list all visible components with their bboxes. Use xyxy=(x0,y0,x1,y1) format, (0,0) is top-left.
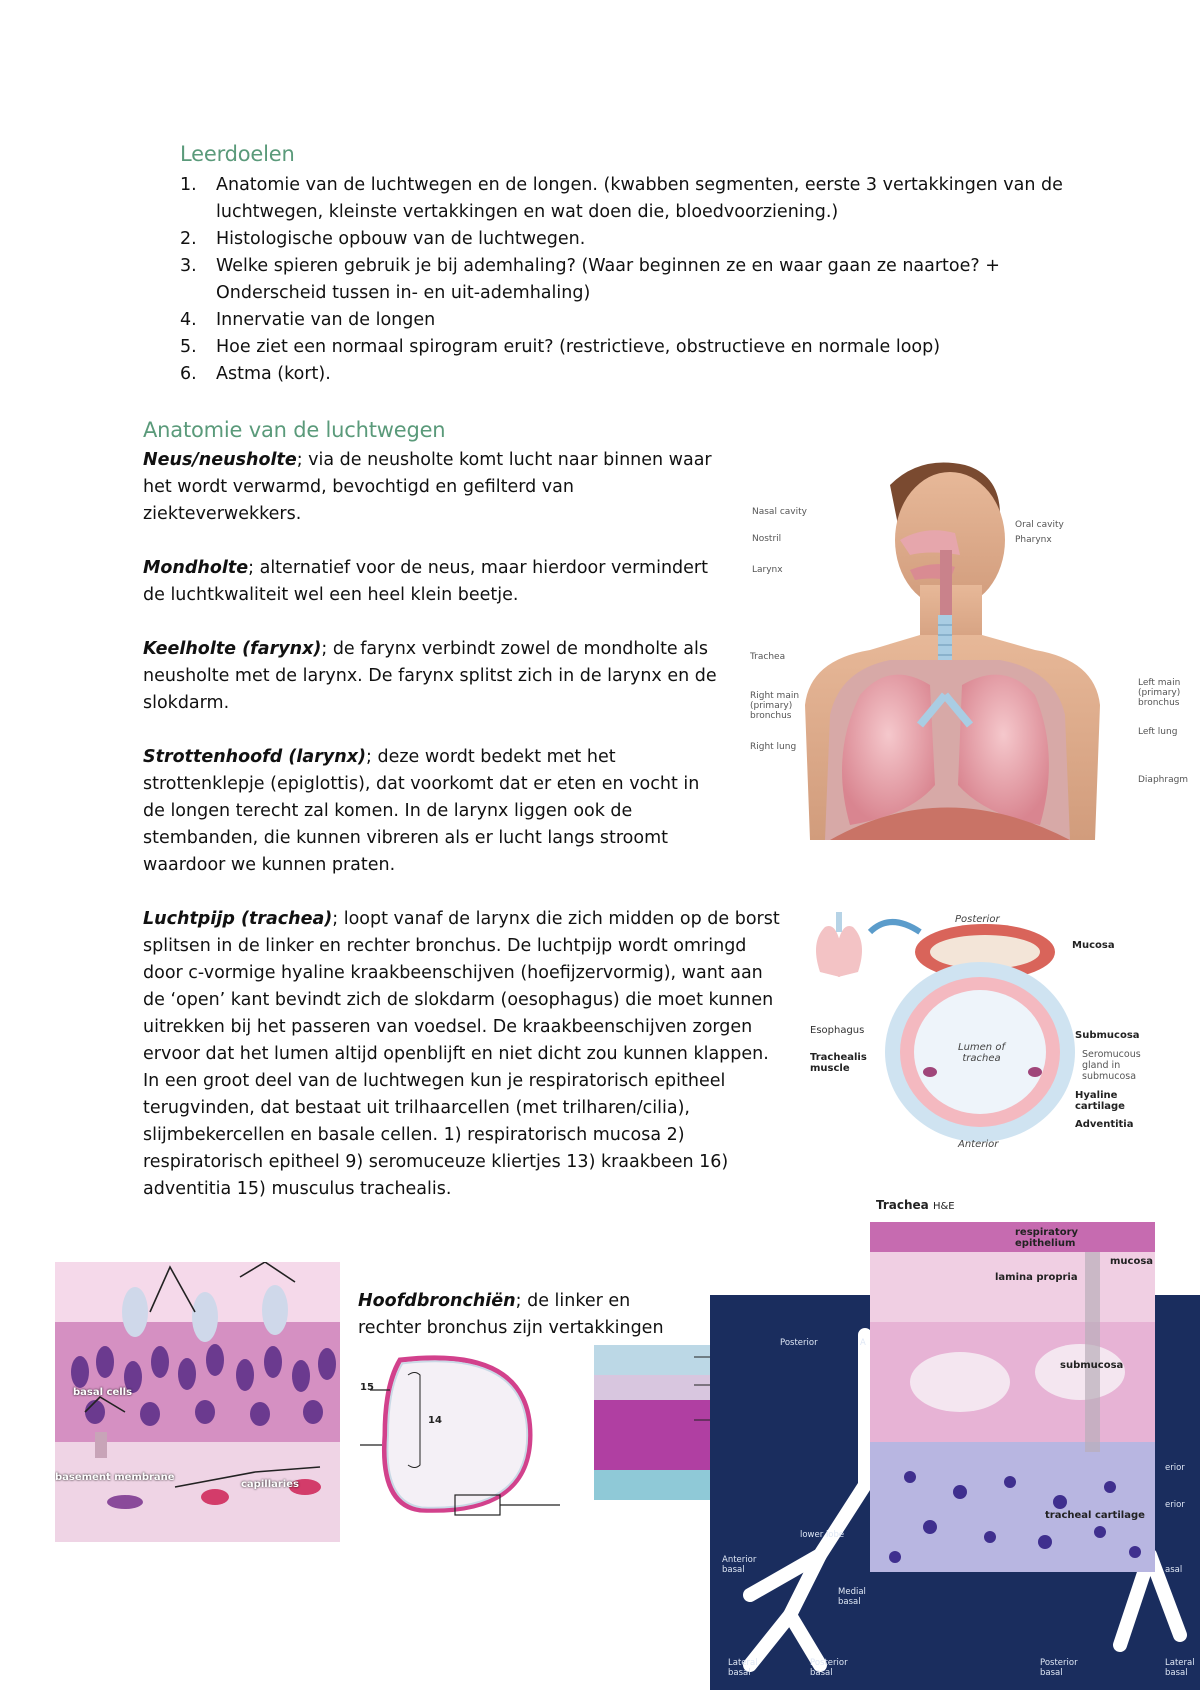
paragraph-bronchi: Hoofdbronchiën; de linker en rechter bronchus zijn vertakkingen xyxy=(358,1291,664,1338)
goal-item: 6. Astma (kort). xyxy=(180,364,331,384)
label-medial-basal: Medial basal xyxy=(838,1587,866,1607)
goal-item: 5. Hoe ziet een normaal spirogram eruit? (restrictieve, obstructieve en normale loop) xyxy=(180,337,941,357)
paragraph-mond: Mondholte; alternatief voor de neus, maar hierdoor vermindert de luchtkwaliteit wel een heel klein beetje. xyxy=(143,558,708,605)
label-submucosa-he: submucosa xyxy=(1060,1360,1124,1371)
label-asal: asal xyxy=(1165,1565,1183,1575)
label-erior-1: erior xyxy=(1165,1463,1185,1473)
label-mucosa-he: mucosa xyxy=(1110,1256,1154,1267)
trachea-cross-section-figure xyxy=(810,912,1160,1162)
label-tracheal-cartilage: tracheal cartilage xyxy=(1045,1510,1145,1521)
label-esophagus: Esophagus xyxy=(810,1025,865,1036)
label-left-main-bronchus: Left main (primary) bronchus xyxy=(1138,678,1181,708)
torso-illustration xyxy=(750,455,1190,840)
paragraph-strot: Strottenhoofd (larynx); deze wordt bedekt met het strottenklepje (epiglottis), dat voorkomt dat er eten en vocht in de longen terecht zal komen. In de larynx liggen ook de stembanden, die kunnen vibreren als er lucht langs stroomt waardoor we kunnen praten. xyxy=(143,747,700,875)
label-submucosa: Submucosa xyxy=(1075,1030,1140,1041)
goals-heading: Leerdoelen xyxy=(180,142,295,166)
goal-item: 4. Innervatie van de longen xyxy=(180,310,436,330)
label-pharynx: Pharynx xyxy=(1015,535,1052,545)
trachea-he-histology-image xyxy=(870,1192,1155,1572)
goal-item: 1. Anatomie van de luchtwegen en de longen. (kwabben segmenten, eerste 3 vertakkingen van de luchtwegen, kleinste vertakkingen en wat doen die, bloedvoorziening.) xyxy=(180,175,1063,222)
label-posterior-basal-left: Posterior basal xyxy=(810,1658,848,1678)
label-adventitia: Adventitia xyxy=(1075,1119,1134,1130)
label-capillaries: capillaries xyxy=(241,1479,299,1490)
label-a-top: A xyxy=(860,1338,866,1348)
label-erior-2: erior xyxy=(1165,1500,1185,1510)
label-anterior: Anterior xyxy=(958,1139,999,1150)
label-trachealis: Trachealis muscle xyxy=(810,1052,867,1074)
label-lateral-basal-left: Lateral basal xyxy=(728,1658,758,1678)
paragraph-neus: Neus/neusholte; via de neusholte komt lucht naar binnen waar het wordt verwarmd, bevochtigd en gefilterd van ziekteverwekkers. xyxy=(143,450,712,524)
paragraph-trachea: Luchtpijp (trachea); loopt vanaf de larynx die zich midden op de borst splitsen in de linker en rechter bronchus. De luchtpijp wordt omringd door c-vormige hyaline kraakbeenschijven (hoefijzervormig), want aan de ‘open’ kant bevindt zich de slokdarm (oesophagus) die moet kunnen uitrekken bij het passeren van voedsel. De kraakbeenschijven zorgen ervoor dat het lumen altijd openblijft en niet dicht zou kunnen klappen. In een groot deel van de luchtwegen kun je respiratorisch epitheel terugvinden, dat bestaat uit trilhaarcellen (met trilharen/cilia), slijmbekercellen en basale cellen. 1) respiratorisch mucosa 2) respiratorisch epitheel 9) seromuceuze kliertjes 13) kraakbeen 16) adventitia 15) musculus trachealis. xyxy=(143,909,780,1199)
label-15: 15 xyxy=(360,1382,374,1393)
label-nasal-cavity: Nasal cavity xyxy=(752,507,807,517)
label-basement-membrane: basement membrane xyxy=(55,1472,175,1483)
label-lateral-basal-right: Lateral basal xyxy=(1165,1658,1195,1678)
label-nostril: Nostril xyxy=(752,534,782,544)
epithelium-histology-image xyxy=(55,1262,340,1542)
trachea-he-title: Trachea H&E xyxy=(876,1198,955,1212)
paragraph-keel: Keelholte (farynx); de farynx verbindt zowel de mondholte als neusholte met de larynx. De farynx splitst zich in de larynx en de slokdarm. xyxy=(143,639,717,713)
anatomy-heading: Anatomie van de luchtwegen xyxy=(143,418,446,442)
goals-list xyxy=(180,172,1080,388)
label-trachea: Trachea xyxy=(750,652,786,662)
epithelium-histology-drawing xyxy=(55,1262,340,1542)
respiratory-system-figure xyxy=(750,455,1190,840)
bronchus-ring-histology-image xyxy=(360,1345,560,1530)
label-14: 14 xyxy=(428,1415,442,1426)
label-seromucous-gland: Seromucous gland in submucosa xyxy=(1082,1049,1141,1082)
label-hyaline-cartilage: Hyaline cartilage xyxy=(1075,1090,1125,1112)
bronchus-ring-drawing xyxy=(360,1345,560,1530)
label-oral-cavity: Oral cavity xyxy=(1015,520,1064,530)
label-lamina-propria: lamina propria xyxy=(995,1272,1078,1283)
label-posterior: Posterior xyxy=(955,914,1000,925)
label-diaphragm: Diaphragm xyxy=(1138,775,1189,785)
label-posterior-basal-right: Posterior basal xyxy=(1040,1658,1078,1678)
label-basal-cells: basal cells xyxy=(73,1387,133,1398)
label-lumen: Lumen of trachea xyxy=(958,1042,1005,1064)
goal-item: 2. Histologische opbouw van de luchtwegen. xyxy=(180,229,586,249)
label-respiratory-epithelium: respiratory epithelium xyxy=(1015,1227,1079,1249)
label-larynx: Larynx xyxy=(752,565,783,575)
label-lower-lobe: lower lobe xyxy=(800,1530,845,1540)
label-left-lung: Left lung xyxy=(1138,727,1178,737)
label-anterior-basal: Anterior basal xyxy=(722,1555,757,1575)
label-right-main-bronchus: Right main (primary) bronchus xyxy=(750,691,800,721)
label-mucosa: Mucosa xyxy=(1072,940,1115,951)
label-posterior-tree: Posterior xyxy=(780,1338,818,1348)
goal-item: 3. Welke spieren gebruik je bij ademhaling? (Waar beginnen ze en waar gaan ze naartoe? + Onderscheid tussen in- en uit-ademhaling) xyxy=(180,256,1000,303)
label-right-lung: Right lung xyxy=(750,742,797,752)
